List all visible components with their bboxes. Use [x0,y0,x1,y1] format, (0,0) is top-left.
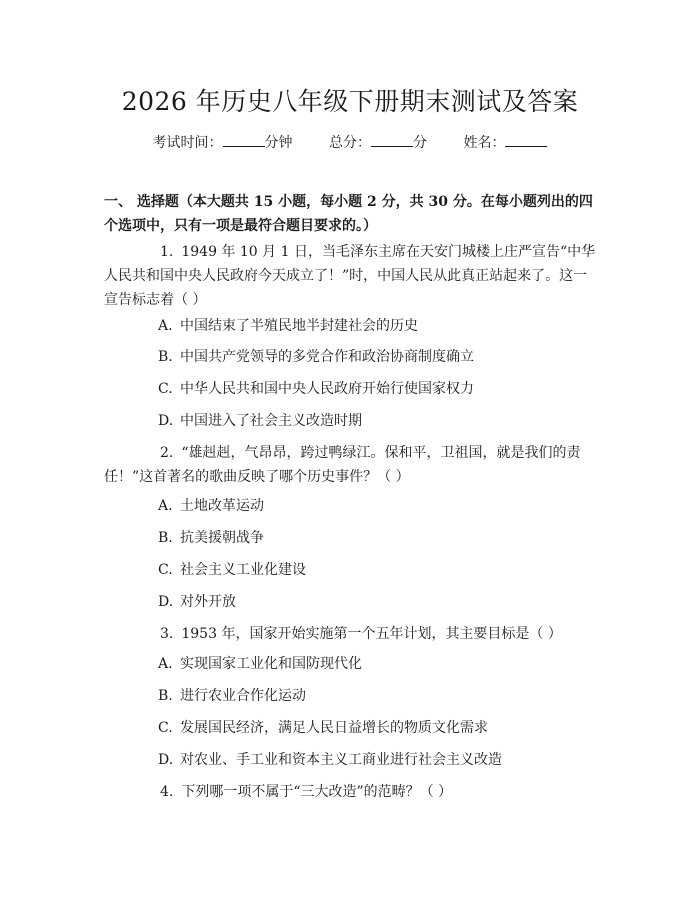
question-stem [104,441,600,489]
exam-info-line [0,132,700,152]
option-letter: D. [158,413,174,429]
document-title: 2026 年历史八年级下册期末测试及答案 [121,87,579,116]
question-1 [104,240,600,312]
question-3-option-d[interactable] [158,750,502,770]
question-number: 2. [160,445,174,461]
exam-time-unit: 分钟 [264,135,293,151]
student-name [463,132,547,152]
option-letter: D. [158,752,174,768]
option-letter: A. [158,318,173,334]
exam-time-label: 考试时间： [152,135,223,151]
question-2-option-c[interactable] [158,560,306,580]
question-2-option-d[interactable] [158,592,236,612]
question-1-option-b[interactable] [158,347,474,367]
question-text: 1953 年，国家开始实施第一个五年计划，其主要目标是（ ） [181,626,562,642]
question-stem [104,622,600,646]
option-text: 对农业、手工业和资本主义工商业进行社会主义改造 [180,752,502,768]
option-letter: A. [158,498,173,514]
option-text: 社会主义工业化建设 [180,562,306,578]
question-text: “雄赳赳，气昂昂，跨过鸭绿江。保和平，卫祖国，就是我们的责任！”这首著名的歌曲反映了哪个历史事件？（ ） [104,445,581,485]
exam-time [153,132,293,152]
question-3 [104,622,600,646]
question-4 [104,780,600,804]
student-name-label: 姓名： [463,135,506,151]
question-stem [104,780,600,804]
option-text: 中国共产党领导的多党合作和政治协商制度确立 [180,349,474,365]
exam-time-blank[interactable] [223,134,265,147]
total-score [329,132,427,152]
option-text: 进行农业合作化运动 [180,688,306,704]
question-stem [104,240,600,312]
option-letter: C. [158,562,173,578]
question-number: 3. [160,626,174,642]
option-text: 实现国家工业化和国防现代化 [180,656,362,672]
question-number: 4. [160,784,174,800]
student-name-blank[interactable] [505,134,547,147]
option-text: 中国进入了社会主义改造时期 [180,413,362,429]
option-letter: B. [158,349,173,365]
option-text: 抗美援朝战争 [180,530,264,546]
question-1-option-a[interactable] [158,316,418,336]
option-letter: A. [158,656,173,672]
question-3-option-c[interactable] [158,718,488,738]
total-score-unit: 分 [413,135,427,151]
question-1-option-c[interactable] [158,379,474,399]
option-text: 对外开放 [180,594,236,610]
option-letter: B. [158,530,173,546]
section-heading: 一、 选择题（本大题共 15 小题，每小题 2 分，共 30 分。在每小题列出的四个选项中，只有一项是最符合题目要求的。） [104,194,593,234]
option-text: 发展国民经济，满足人民日益增长的物质文化需求 [180,720,488,736]
question-number: 1. [160,244,174,260]
option-text: 中国结束了半殖民地半封建社会的历史 [180,318,418,334]
option-letter: C. [158,720,173,736]
question-3-option-a[interactable] [158,654,362,674]
question-1-option-d[interactable] [158,411,362,431]
option-letter: C. [158,381,173,397]
question-2 [104,441,600,489]
question-2-option-b[interactable] [158,528,264,548]
option-text: 中华人民共和国中央人民政府开始行使国家权力 [180,381,474,397]
option-letter: D. [158,594,174,610]
option-letter: B. [158,688,173,704]
question-2-option-a[interactable] [158,496,264,516]
question-text: 1949 年 10 月 1 日，当毛泽东主席在天安门城楼上庄严宣告“中华人民共和国中央人民政府今天成立了！”时，中国人民从此真正站起来了。这一宣告标志着（ ） [104,244,596,308]
total-score-label: 总分： [329,135,371,151]
question-text: 下列哪一项不属于“三大改造”的范畴？（ ） [181,784,453,800]
option-text: 土地改革运动 [180,498,264,514]
question-3-option-b[interactable] [158,686,306,706]
total-score-blank[interactable] [371,134,413,147]
